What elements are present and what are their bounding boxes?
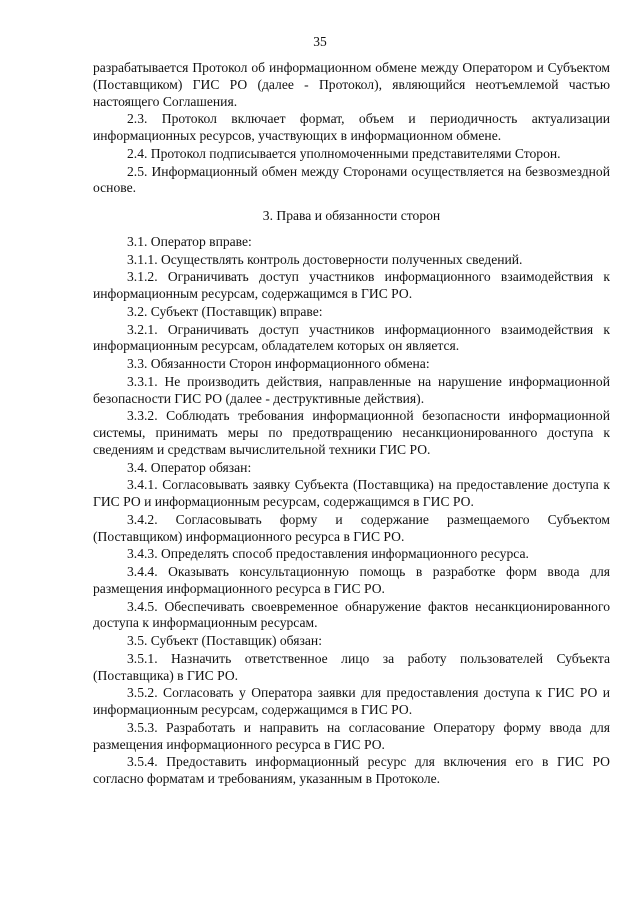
page-number: 35 (313, 34, 327, 49)
paragraph: 3.5.1. Назначить ответственное лицо за работу пользователей Субъекта (Поставщика) в ГИС РО. (93, 650, 610, 683)
paragraph: 3.4.1. Согласовывать заявку Субъекта (Поставщика) на предоставление доступа к ГИС РО и информационным ресурсам, содержащимся в ГИС РО. (93, 477, 610, 509)
paragraph: 3.3.1. Не производить действия, направленные на нарушение информационной безопасности ГИС РО (далее - деструктивные действия). (93, 373, 610, 406)
paragraph: 3.5.3. Разработать и направить на согласование Оператору форму ввода для размещения информационного ресурса в ГИС РО. (93, 719, 610, 752)
paragraph: 2.5. Информационный обмен между Сторонами осуществляется на безвозмездной основе. (93, 163, 610, 196)
section-heading: 3. Права и обязанности сторон (262, 208, 441, 223)
paragraph: 3.4.3. Определять способ предоставления информационного ресурса. (127, 546, 529, 562)
paragraph: разрабатывается Протокол об информационном обмене между Оператором и Субъектом (Поставщиком) ГИС РО (далее - Протокол), являющийся неотъемлемой частью настоящего Соглашения. (93, 60, 610, 109)
paragraph: 3.4.5. Обеспечивать своевременное обнаружение фактов несанкционированного доступа к информационным ресурсам. (93, 598, 610, 631)
paragraph: 3.5. Субъект (Поставщик) обязан: (127, 633, 322, 648)
paragraph: 3.4.4. Оказывать консультационную помощь в разработке форм ввода для размещения информационного ресурса в ГИС РО. (93, 564, 610, 596)
paragraph: 3.5.4. Предоставить информационный ресурс для включения его в ГИС РО согласно форматам и требованиям, указанным в Протоколе. (93, 754, 610, 786)
paragraph: 3.3. Обязанности Сторон информационного обмена: (127, 356, 430, 371)
paragraph: 2.3. Протокол включает формат, объем и периодичность актуализации информационных ресурсов, участвующих в информационном обмене. (93, 111, 610, 143)
paragraph: 3.1.2. Ограничивать доступ участников информационного взаимодействия к информационным ресурсам, содержащимся в ГИС РО. (93, 269, 610, 301)
paragraph: 3.2. Субъект (Поставщик) вправе: (127, 303, 323, 319)
paragraph: 3.4.2. Согласовывать форму и содержание размещаемого Субъектом (Поставщиком) информационного ресурса в ГИС РО. (93, 511, 610, 544)
paragraph: 3.4. Оператор обязан: (127, 459, 252, 475)
paragraph: 3.3.2. Соблюдать требования информационной безопасности информационной системы, принимать меры по предотвращению несанкционированного доступа к сведениям и средствам вычислительной техники ГИС РО. (93, 408, 610, 457)
paragraph: 3.2.1. Ограничивать доступ участников информационного взаимодействия к информационным ресурсам, обладателем которых он является. (93, 321, 610, 354)
paragraph: 2.4. Протокол подписывается уполномоченными представителями Сторон. (127, 145, 561, 161)
paragraph: 3.1.1. Осуществлять контроль достоверности полученных сведений. (127, 251, 523, 267)
document-body (93, 60, 610, 789)
paragraph: 3.5.2. Согласовать у Оператора заявки для предоставления доступа к ГИС РО и информационным ресурсам, содержащимся в ГИС РО. (93, 685, 610, 717)
paragraph: 3.1. Оператор вправе: (127, 233, 252, 249)
